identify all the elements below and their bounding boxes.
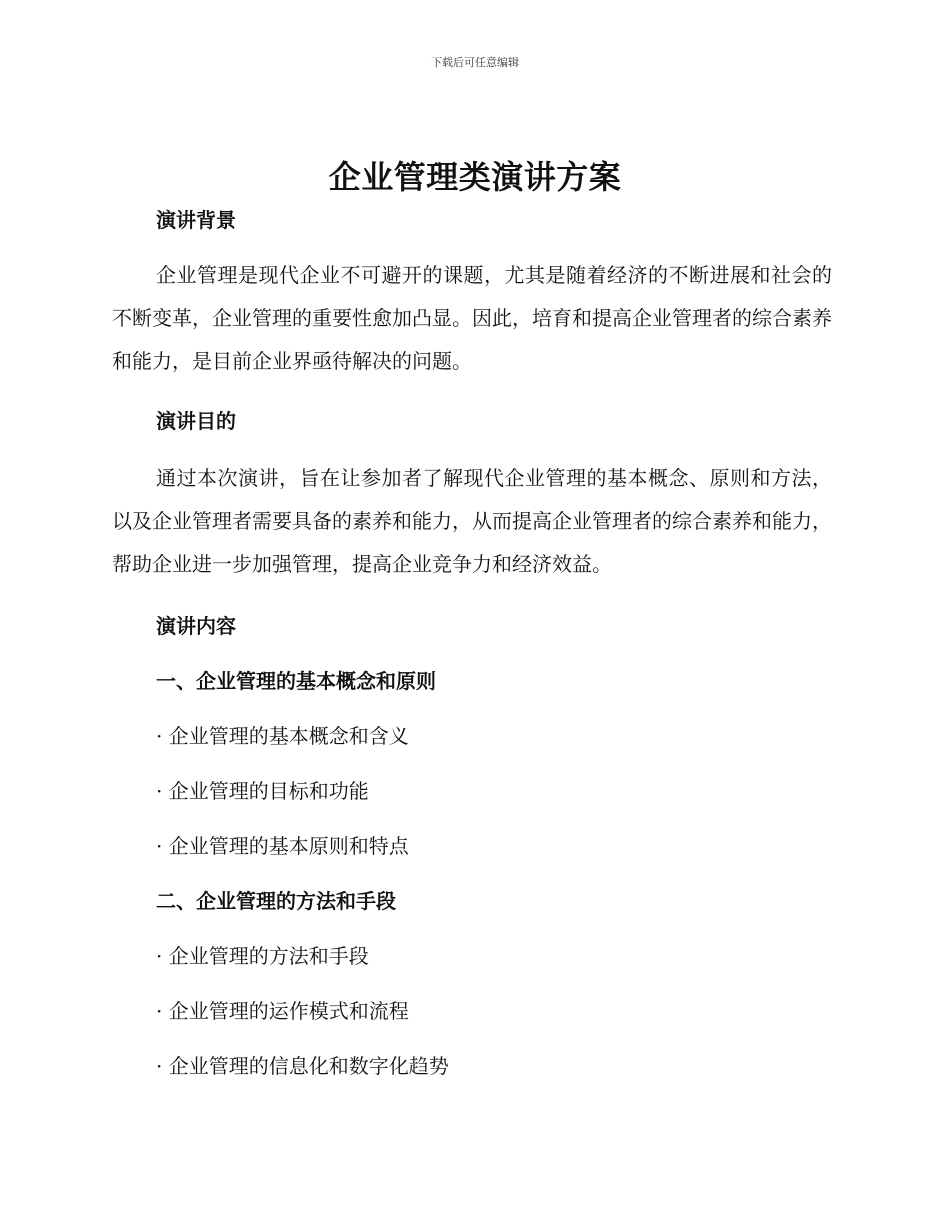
document-title: 企业管理类演讲方案 bbox=[328, 158, 622, 196]
list-item: · 企业管理的信息化和数字化趋势 bbox=[156, 1054, 449, 1078]
header-note: 下载后可任意编辑 bbox=[431, 56, 519, 69]
section-text-background: 企业管理是现代企业不可避开的课题，尤其是随着经济的不断进展和社会的不断变革，企业管理的重要性愈加凸显。因此，培育和提高企业管理者的综合素养和能力，是目前企业界亟待解决的问题。 bbox=[112, 263, 832, 373]
section-text-purpose: 通过本次演讲，旨在让参加者了解现代企业管理的基本概念、原则和方法，以及企业管理者需要具备的素养和能力，从而提高企业管理者的综合素养和能力，帮助企业进一步加强管理，提高企业竞争力和经济效益。 bbox=[112, 466, 832, 576]
section-heading-content: 演讲内容 bbox=[156, 614, 236, 638]
subsection-heading-part2: 二、企业管理的方法和手段 bbox=[156, 889, 396, 913]
list-item: · 企业管理的基本原则和特点 bbox=[156, 834, 409, 858]
list-item: · 企业管理的方法和手段 bbox=[156, 944, 369, 968]
list-item: · 企业管理的目标和功能 bbox=[156, 779, 369, 803]
subsection-heading-part1: 一、企业管理的基本概念和原则 bbox=[156, 669, 436, 693]
section-heading-purpose: 演讲目的 bbox=[156, 409, 236, 433]
section-heading-background: 演讲背景 bbox=[156, 208, 236, 232]
document-body bbox=[112, 200, 832, 1101]
list-item: · 企业管理的基本概念和含义 bbox=[156, 724, 409, 748]
list-item: · 企业管理的运作模式和流程 bbox=[156, 999, 409, 1023]
